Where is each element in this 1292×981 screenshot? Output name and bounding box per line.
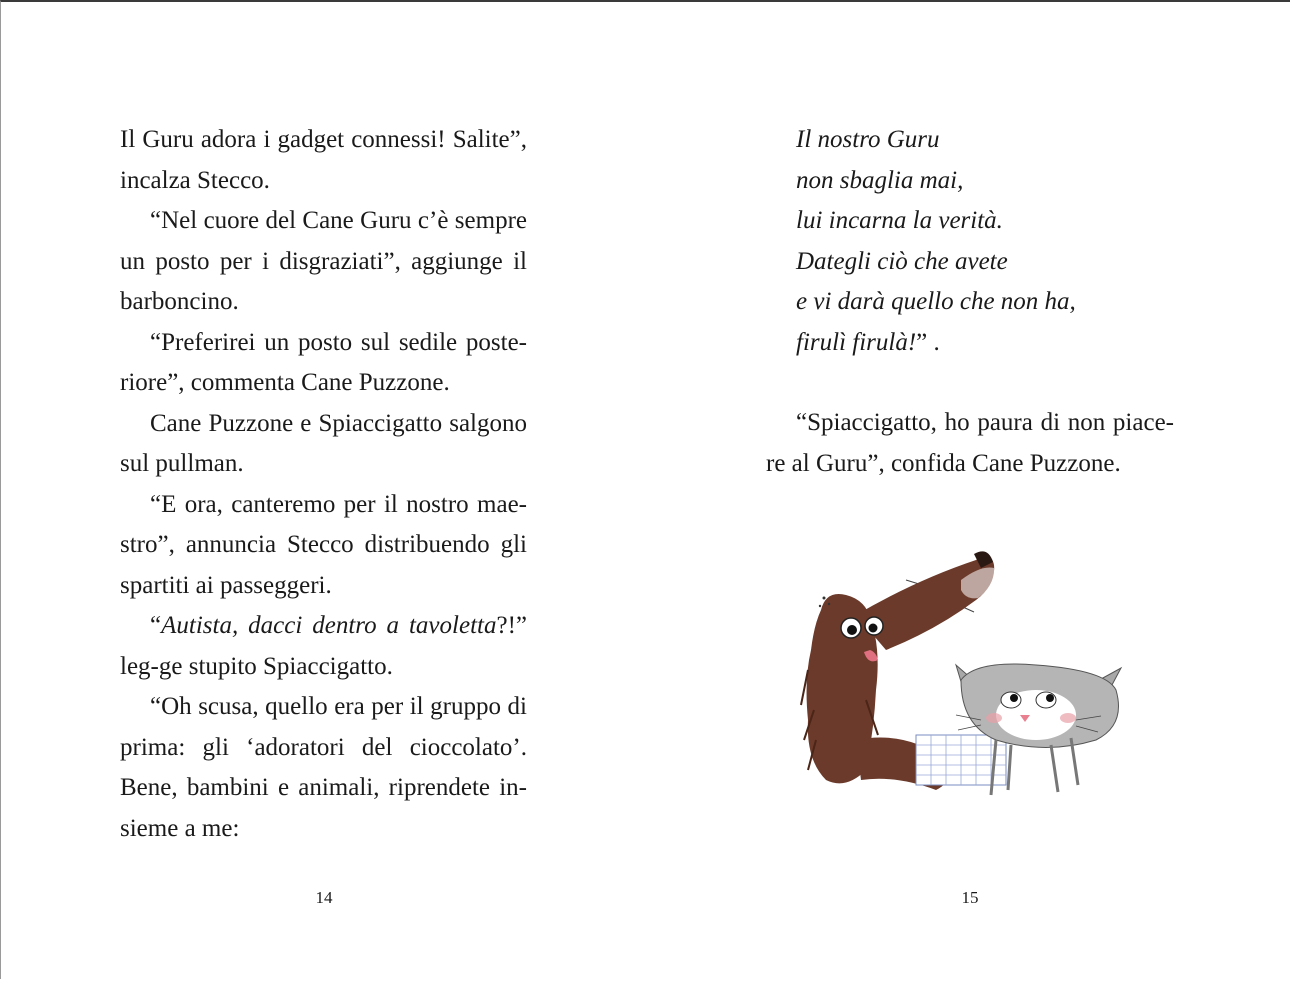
poem-close-quote: ” . [916,328,940,356]
quote-rest: ?!” leg-ge stupito Spiaccigatto. [120,612,527,680]
poem-line: Il nostro Guru [796,126,940,153]
open-quote: “ [150,612,162,639]
poem-line: lui incarna la verità. [796,207,1003,234]
right-page-text [766,403,1174,484]
paragraph: “Preferirei un posto sul sedile poste-riore”, commenta Cane Puzzone. [120,328,527,396]
paragraph: Il Guru adora i gadget connessi! Salite”, incalza Stecco. [120,126,527,194]
poem-line: non sbaglia mai, [796,166,964,194]
page-number: 14 [315,888,333,907]
paragraph-italic-quote [120,606,527,687]
paragraph: “E ora, canteremo per il nostro mae-stro”, annuncia Stecco distribuendo gli spartiti ai passeggeri. [120,490,527,599]
paragraph: “Oh scusa, quello era per il gruppo di prima: gli ‘adoratori del cioccolato’. Bene, bambini e animali, riprendete in-sieme a me: [120,693,527,842]
right-page [646,0,1292,981]
left-page-text [120,120,527,849]
page-number: 15 [961,888,979,907]
poem [796,120,1156,363]
poem-line: Dategli ciò che avete [796,247,1008,275]
italic-phrase: Autista, dacci dentro a tavoletta [161,612,497,639]
paragraph: Cane Puzzone e Spiaccigatto salgono sul pullman. [120,409,527,477]
poem-line-last [796,323,1156,364]
dog-and-cat-illustration [796,540,1136,800]
paragraph: “Nel cuore del Cane Guru c’è sempre un posto per i disgraziati”, aggiunge il barboncino. [120,207,527,315]
poem-line: e vi darà quello che non ha, [796,288,1076,315]
poem-italic-end: firulì firulà! [796,328,917,356]
paragraph: “Spiaccigatto, ho paura di non piace-re al Guru”, confida Cane Puzzone. [766,409,1174,477]
